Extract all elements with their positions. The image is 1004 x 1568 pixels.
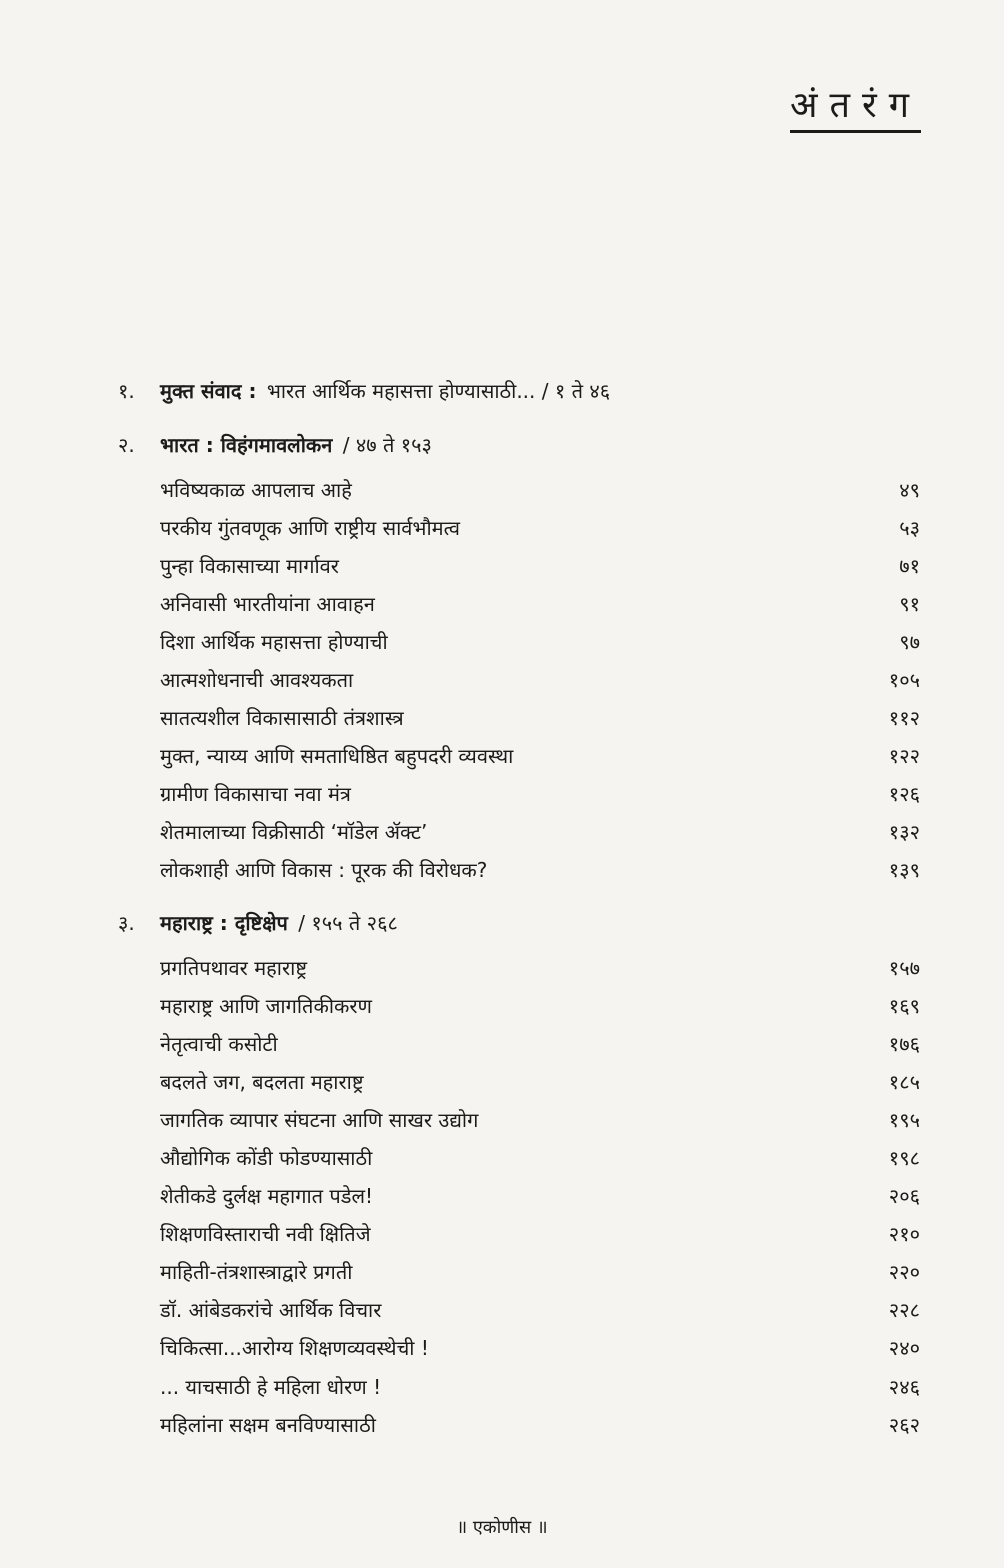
toc-entry-page: २२८ [888,1298,920,1323]
toc-entry [160,1367,920,1405]
toc-entry-title: प्रगतिपथावर महाराष्ट्र [160,955,307,980]
toc-entry-page: २६२ [888,1412,920,1437]
section-2-heading [118,432,432,458]
toc-entry-title: महाराष्ट्र आणि जागतिकीकरण [160,993,372,1018]
section-title: महाराष्ट्र : दृष्टिक्षेप [160,911,288,935]
toc-entry [160,508,920,546]
toc-entry-page: १२६ [888,782,920,807]
toc-entry-title: जागतिक व्यापार संघटना आणि साखर उद्योग [160,1107,479,1132]
toc-entry-page: २४६ [888,1374,920,1399]
section-title: भारत : विहंगमावलोकन [160,433,333,457]
section-title: मुक्त संवाद : [160,379,257,403]
toc-entry-title: औद्योगिक कोंडी फोडण्यासाठी [160,1146,373,1171]
toc-entry-title: शिक्षणविस्ताराची नवी क्षितिजे [160,1222,371,1247]
toc-entry-page: ११२ [888,706,920,731]
toc-entry-page: १७६ [888,1031,920,1056]
toc-entry-page: १९८ [888,1146,920,1171]
toc-entry [160,660,920,698]
toc-entry-page: १५७ [888,955,920,980]
page-title: अंतरंग [790,84,921,133]
toc-entry [160,1138,920,1176]
toc-entry-page: १३२ [888,820,920,845]
toc-entry [160,622,920,660]
section-2-entries [160,470,920,889]
toc-entry [160,1024,920,1062]
section-number: ३. [118,911,135,935]
toc-entry [160,737,920,775]
section-page-range: / ४७ ते १५३ [342,433,432,457]
section-number: १. [118,379,135,403]
toc-entry-title: दिशा आर्थिक महासत्ता होण्याची [160,629,388,654]
toc-entry [160,1062,920,1100]
toc-entry-title: लोकशाही आणि विकास : पूरक की विरोधक? [160,858,488,883]
toc-entry-title: सातत्यशील विकासासाठी तंत्रशास्त्र [160,706,404,731]
toc-entry-title: शेतीकडे दुर्लक्ष महागात पडेल! [160,1184,374,1209]
section-1-heading [118,378,610,404]
toc-entry [160,699,920,737]
toc-entry [160,1177,920,1215]
toc-entry-title: नेतृत्वाची कसोटी [160,1031,278,1056]
toc-entry [160,813,920,851]
toc-entry-title: ... याचसाठी हे महिला धोरण ! [160,1374,382,1399]
toc-entry-title: डॉ. आंबेडकरांचे आर्थिक विचार [160,1298,382,1323]
section-3-heading [118,910,398,936]
toc-entry [160,546,920,584]
toc-entry-page: १९५ [888,1107,920,1132]
section-page-range: / १५५ ते २६८ [298,911,398,935]
toc-entry-page: २२० [888,1260,920,1285]
toc-entry-page: ९१ [899,591,920,616]
toc-entry [160,1329,920,1367]
toc-entry-title: परकीय गुंतवणूक आणि राष्ट्रीय सार्वभौमत्व [160,515,461,540]
toc-entry-page: १०५ [888,668,920,693]
toc-entry-title: पुन्हा विकासाच्या मार्गावर [160,553,339,578]
toc-entry [160,986,920,1024]
toc-entry-page: २४० [888,1336,920,1361]
toc-entry-title: अनिवासी भारतीयांना आवाहन [160,591,375,616]
toc-entry-title: मुक्त, न्याय्य आणि समताधिष्ठित बहुपदरी व्यवस्था [160,744,514,769]
toc-entry-page: २१० [888,1222,920,1247]
section-subtitle: भारत आर्थिक महासत्ता होण्यासाठी... / १ ते ४६ [266,379,611,403]
toc-entry-page: ९७ [899,629,920,654]
toc-entry [160,1291,920,1329]
toc-entry-page: ७१ [899,553,920,578]
toc-entry [160,1100,920,1138]
toc-entry-title: आत्मशोधनाची आवश्यकता [160,668,354,693]
toc-entry-title: चिकित्सा...आरोग्य शिक्षणव्यवस्थेची ! [160,1336,429,1361]
toc-entry-page: १२२ [888,744,920,769]
toc-entry-title: महिलांना सक्षम बनविण्यासाठी [160,1412,376,1437]
toc-entry-title: शेतमालाच्या विक्रीसाठी ‘मॉडेल ॲक्ट’ [160,820,428,845]
toc-entry-title: भविष्यकाळ आपलाच आहे [160,477,352,502]
toc-entry-page: ५३ [899,515,920,540]
toc-entry [160,851,920,889]
toc-entry [160,1405,920,1443]
toc-entry [160,775,920,813]
section-3-entries [160,948,920,1443]
toc-entry-page: १६९ [888,993,920,1018]
section-number: २. [118,433,135,457]
toc-entry [160,470,920,508]
page-footer: ॥ एकोणीस ॥ [456,1517,548,1538]
toc-entry-title: ग्रामीण विकासाचा नवा मंत्र [160,782,351,807]
toc-entry-page: ४९ [899,477,920,502]
toc-entry-title: बदलते जग, बदलता महाराष्ट्र [160,1069,364,1094]
toc-entry [160,584,920,622]
toc-entry [160,1253,920,1291]
toc-entry-page: १३९ [888,858,920,883]
toc-entry [160,948,920,986]
toc-entry [160,1215,920,1253]
toc-entry-title: माहिती-तंत्रशास्त्राद्वारे प्रगती [160,1260,353,1285]
toc-entry-page: १८५ [888,1069,920,1094]
toc-entry-page: २०६ [888,1184,920,1209]
